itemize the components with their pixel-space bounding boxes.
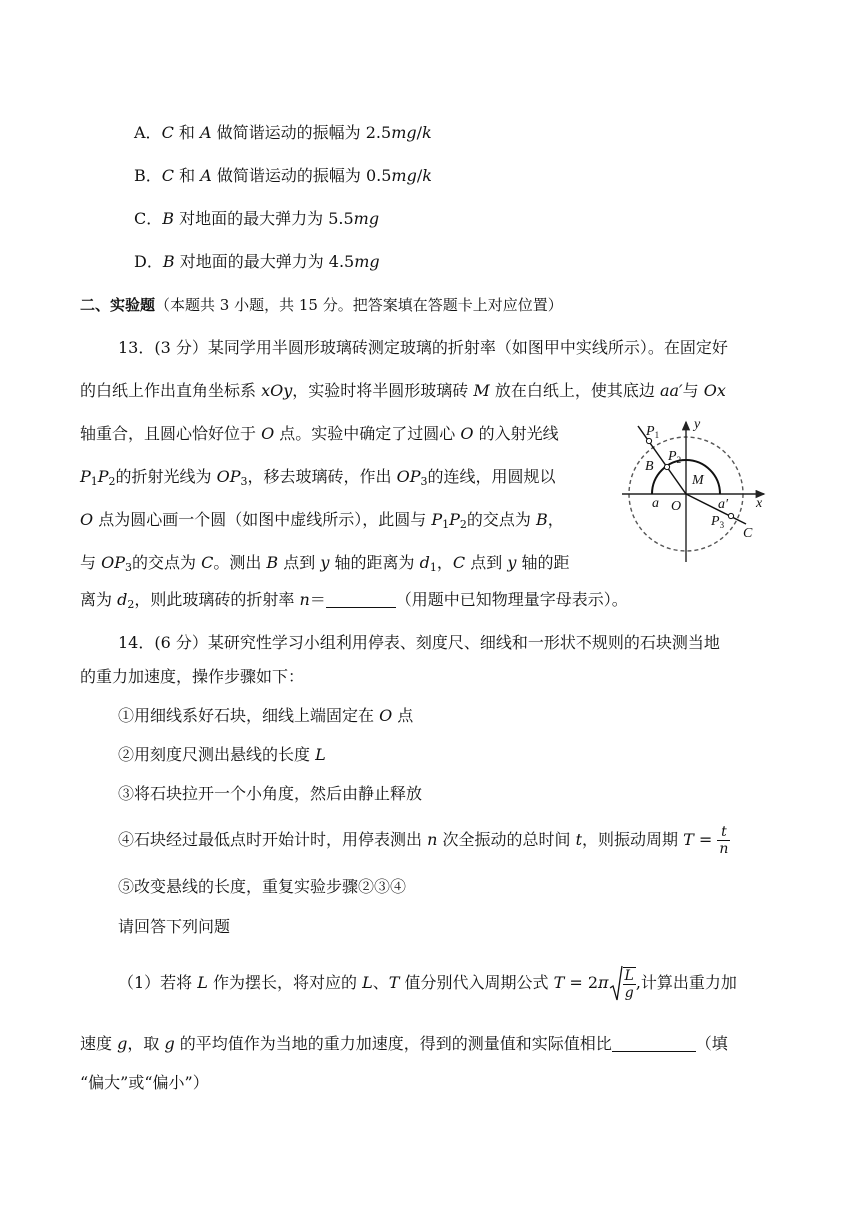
point-p3 — [728, 513, 733, 518]
q14-step-4: ④石块经过最低点时开始计时，用停表测出 n 次全振动的总时间 t，则振动周期 T = $\frac{t}{n}$ — [118, 824, 729, 857]
label-y: y — [694, 417, 701, 432]
option-a: A．C 和 A 做简谐运动的振幅为 2.5mg/k — [134, 123, 432, 142]
label-x: x — [756, 496, 763, 511]
q14-ask: 请回答下列问题 — [118, 917, 231, 936]
label-a-prime: a′ — [718, 497, 729, 512]
sqrt-sign — [609, 964, 623, 1004]
q13-line-7: 离为 $d_2$，则此玻璃砖的折射率 n＝ （用题中已知物理量字母表示）。 — [80, 590, 628, 611]
q14-step-1: ①用细线系好石块，细线上端固定在 O 点 — [118, 706, 414, 725]
label-p2: $P_2$ — [668, 449, 682, 465]
answer-blank-q14-1[interactable] — [612, 1037, 696, 1052]
q13-line-1: 13．(3 分）某同学用半圆形玻璃砖测定玻璃的折射率（如图甲中实线所示）。在固定好 — [118, 338, 728, 357]
q13-line-3: 轴重合，且圆心恰好位于 O 点。实验中确定了过圆心 O 的入射光线 — [80, 424, 559, 443]
q14-step-3: ③将石块拉开一个小角度，然后由静止释放 — [118, 784, 423, 803]
label-p1: $P_1$ — [646, 424, 660, 440]
q14-part-1-line-3: “偏大”或“偏小”） — [80, 1073, 209, 1092]
label-c: C — [743, 526, 753, 541]
label-b: B — [645, 459, 654, 474]
q14-line-1: 14．(6 分）某研究性学习小组利用停表、刻度尺、细线和一形状不规则的石块测当地 — [118, 633, 720, 652]
answer-blank-q13[interactable] — [326, 593, 396, 608]
q13-line-4: $P_1P_2$的折射光线为 $OP_3$，移去玻璃砖，作出 $OP_3$的连线，用圆规以 — [80, 467, 556, 488]
point-p1 — [646, 438, 651, 443]
label-o: O — [671, 499, 682, 514]
label-a: a — [652, 496, 659, 511]
label-m: M — [692, 473, 704, 488]
section-heading: 二、实验题（本题共 3 小题，共 15 分。把答案填在答题卡上对应位置） — [80, 296, 563, 314]
q13-line-2: 的白纸上作出直角坐标系 xOy，实验时将半圆形玻璃砖 M 放在白纸上，使其底边 aa′与 Ox — [80, 381, 726, 400]
q14-part-1-line-1: （1）若将 L 作为摆长，将对应的 L、T 值分别代入周期公式 T = 2π $\frac{L}{g}$ ,计算出重力加 — [118, 962, 737, 1005]
q14-step-5: ⑤改变悬线的长度，重复实验步骤②③④ — [118, 877, 407, 896]
sqrt-expression: $\frac{L}{g}$ — [609, 963, 636, 1005]
q13-line-5: O 点为圆心画一个圆（如图中虚线所示），此圆与 $P_1P_2$的交点为 B， — [80, 510, 564, 531]
q14-line-2: 的重力加速度，操作步骤如下： — [80, 667, 305, 686]
option-d: D．B 对地面的最大弹力为 4.5mg — [134, 252, 380, 271]
q14-step-2: ②用刻度尺测出悬线的长度 L — [118, 745, 326, 764]
option-b: B．C 和 A 做简谐运动的振幅为 0.5mg/k — [134, 166, 432, 185]
refraction-figure — [600, 414, 780, 572]
option-c: C．B 对地面的最大弹力为 5.5mg — [134, 209, 380, 228]
label-p3: $P_3$ — [711, 514, 725, 530]
q13-line-6: 与 $OP_3$的交点为 C。测出 B 点到 y 轴的距离为 $d_1$，C 点到 y 轴的距 — [80, 553, 570, 574]
point-p2 — [664, 464, 669, 469]
period-fraction: $\frac{t}{n}$ — [719, 824, 729, 857]
q14-part-1-line-2: 速度 g，取 g 的平均值作为当地的重力加速度，得到的测量值和实际值相比 （填 — [80, 1034, 728, 1053]
